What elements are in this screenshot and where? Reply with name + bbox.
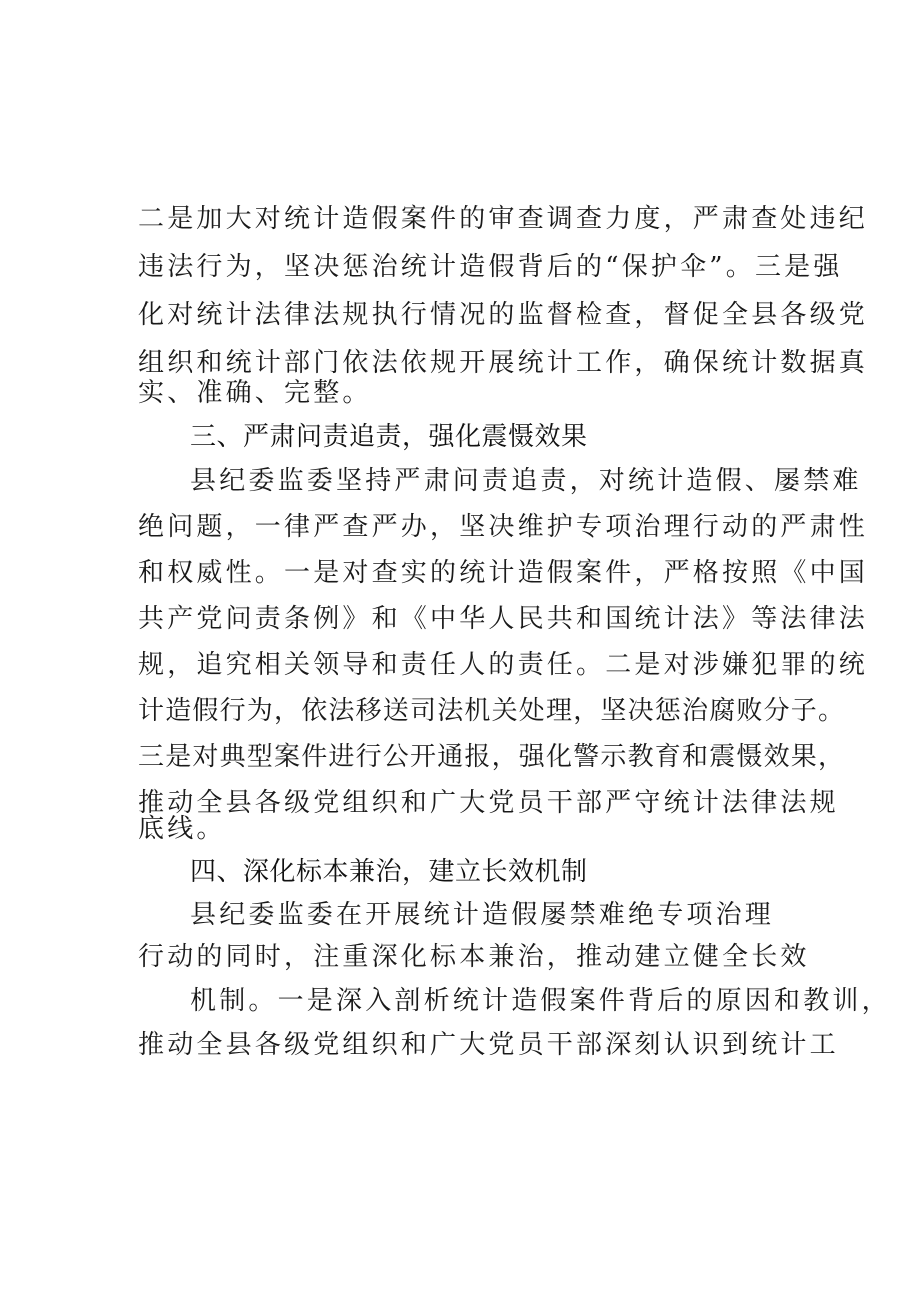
paragraph-line: 实、准确、完整。 — [138, 378, 372, 408]
paragraph-line: 行动的同时，注重深化标本兼治，推动建立健全长效 — [138, 942, 810, 972]
paragraph-line: 和权威性。一是对查实的统计造假案件，严格按照《中国 — [138, 558, 869, 588]
paragraph-line: 机制。一是深入剖析统计造假案件背后的原因和教训， — [190, 986, 891, 1016]
paragraph-line: 组织和统计部门依法依规开展统计工作，确保统计数据真 — [138, 348, 869, 378]
paragraph-line: 推动全县各级党组织和广大党员干部深刻认识到统计工 — [138, 1030, 839, 1060]
paragraph-line: 县纪委监委在开展统计造假屡禁难绝专项治理 — [190, 900, 775, 930]
paragraph-line: 化对统计法律法规执行情况的监督检查，督促全县各级党 — [138, 300, 869, 330]
paragraph-line: 绝问题，一律严查严办，坚决维护专项治理行动的严肃性 — [138, 512, 869, 542]
paragraph-line: 二是加大对统计造假案件的审查调查力度，严肃查处违纪 — [138, 204, 869, 234]
section-heading-4: 四、深化标本兼治，建立长效机制 — [190, 857, 588, 887]
paragraph-line: 三是对典型案件进行公开通报，强化警示教育和震慑效果， — [138, 742, 846, 772]
paragraph-line: 规，追究相关领导和责任人的责任。二是对涉嫌犯罪的统 — [138, 650, 869, 680]
paragraph-line: 计造假行为，依法移送司法机关处理，坚决惩治腐败分子。 — [138, 696, 846, 726]
paragraph-line: 底线。 — [138, 814, 226, 844]
paragraph-line: 违法行为，坚决惩治统计造假背后的“保护伞”。三是强 — [138, 252, 843, 282]
paragraph-line: 共产党问责条例》和《中华人民共和国统计法》等法律法 — [138, 604, 869, 634]
paragraph-line: 县纪委监委坚持严肃问责追责，对统计造假、屡禁难 — [190, 466, 862, 496]
paragraph-line: 推动全县各级党组织和广大党员干部严守统计法律法规 — [138, 788, 839, 818]
section-heading-3: 三、严肃问责追责，强化震慑效果 — [190, 422, 588, 452]
